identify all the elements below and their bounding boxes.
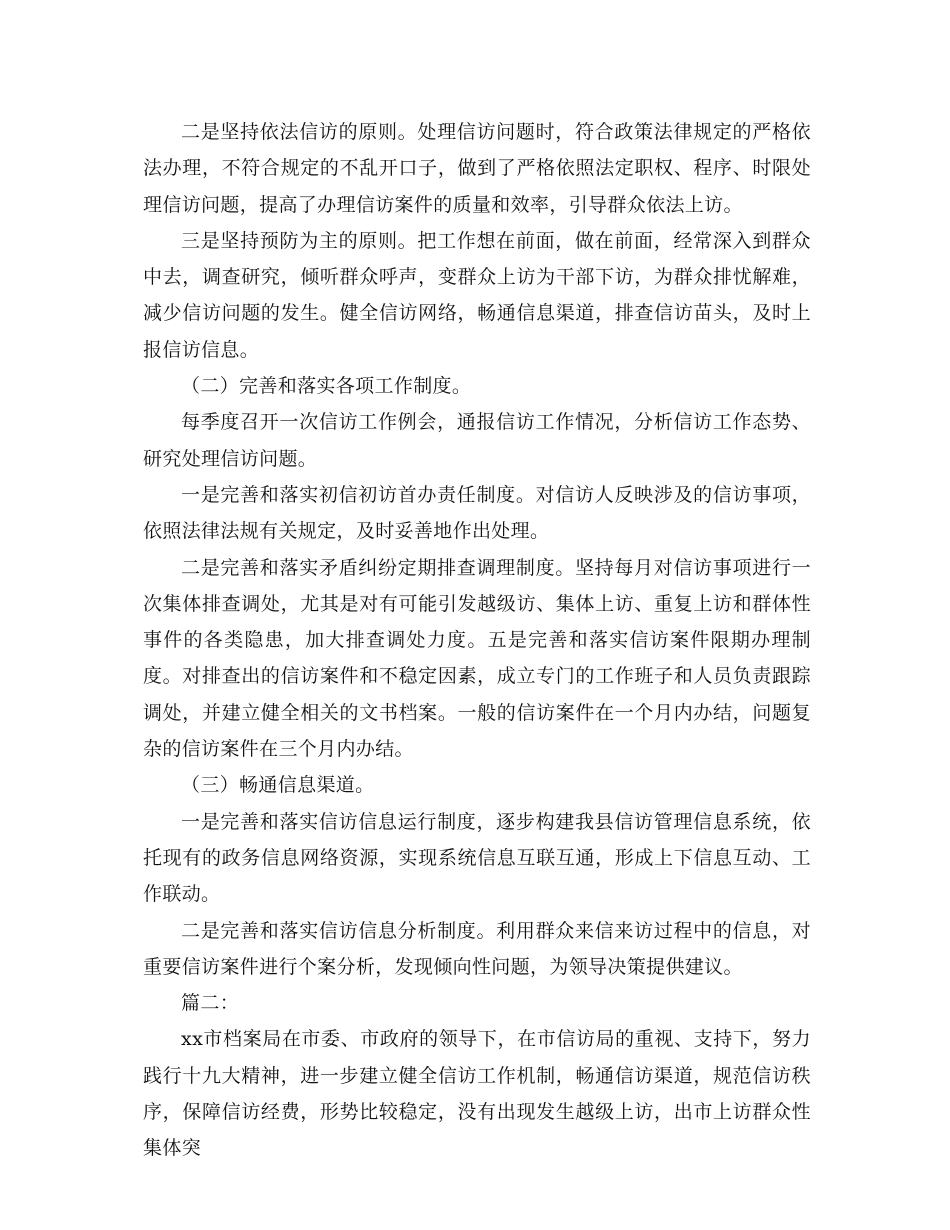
- section-heading-work-systems: （二）完善和落实各项工作制度。: [181, 375, 472, 398]
- paragraph-first-visit-responsibility: 一是完善和落实初信初访首办责任制度。对信访人反映涉及的信访事项，依照法律法规有关规定，及时妥善地作出处理。: [143, 483, 811, 543]
- paragraph-archives-bureau: xx市档案局在市委、市政府的领导下，在市信访局的重视、支持下，努力践行十九大精神，进一步建立健全信访工作机制，畅通信访渠道，规范信访秩序，保障信访经费，形势比较稳定，没有出现发生越级上访，出市上访群众性集体突: [143, 1028, 811, 1160]
- section-heading-info-channels: （三）畅通信息渠道。: [181, 774, 375, 797]
- paragraph-principle-legal: 二是坚持依法信访的原则。处理信访问题时，符合政策法律规定的严格依法办理，不符合规定的不乱开口子，做到了严格依照法定职权、程序、时限处理信访问题，提高了办理信访案件的质量和效率，引导群众依法上访。: [143, 121, 811, 216]
- paragraph-info-operation: 一是完善和落实信访信息运行制度，逐步构建我县信访管理信息系统，依托现有的政务信息网络资源，实现系统信息互联互通，形成上下信息互动、工作联动。: [143, 810, 811, 906]
- paragraph-info-analysis: 二是完善和落实信访信息分析制度。利用群众来信来访过程中的信息，对重要信访案件进行个案分析，发现倾向性问题，为领导决策提供建议。: [143, 919, 811, 978]
- document-page: [143, 114, 811, 1167]
- paragraph-principle-prevention: 三是坚持预防为主的原则。把工作想在前面，做在前面，经常深入到群众中去，调查研究，倾听群众呼声，变群众上访为干部下访，为群众排忧解难，减少信访问题的发生。健全信访网络，畅通信息渠道，排查信访苗头，及时上报信访信息。: [143, 229, 811, 361]
- paragraph-quarterly-meeting: 每季度召开一次信访工作例会，通报信访工作情况，分析信访工作态势、研究处理信访问题。: [143, 411, 811, 470]
- paragraph-part-two-label: 篇二：: [181, 992, 240, 1015]
- paragraph-dispute-screening: 二是完善和落实矛盾纠纷定期排查调理制度。坚持每月对信访事项进行一次集体排查调处，尤其是对有可能引发越级访、集体上访、重复上访和群体性事件的各类隐患，加大排查调处力度。五是完善和落实信访案件限期办理制度。对排查出的信访案件和不稳定因素，成立专门的工作班子和人员负责跟踪调处，并建立健全相关的文书档案。一般的信访案件在一个月内办结，问题复杂的信访案件在三个月内办结。: [143, 556, 811, 761]
